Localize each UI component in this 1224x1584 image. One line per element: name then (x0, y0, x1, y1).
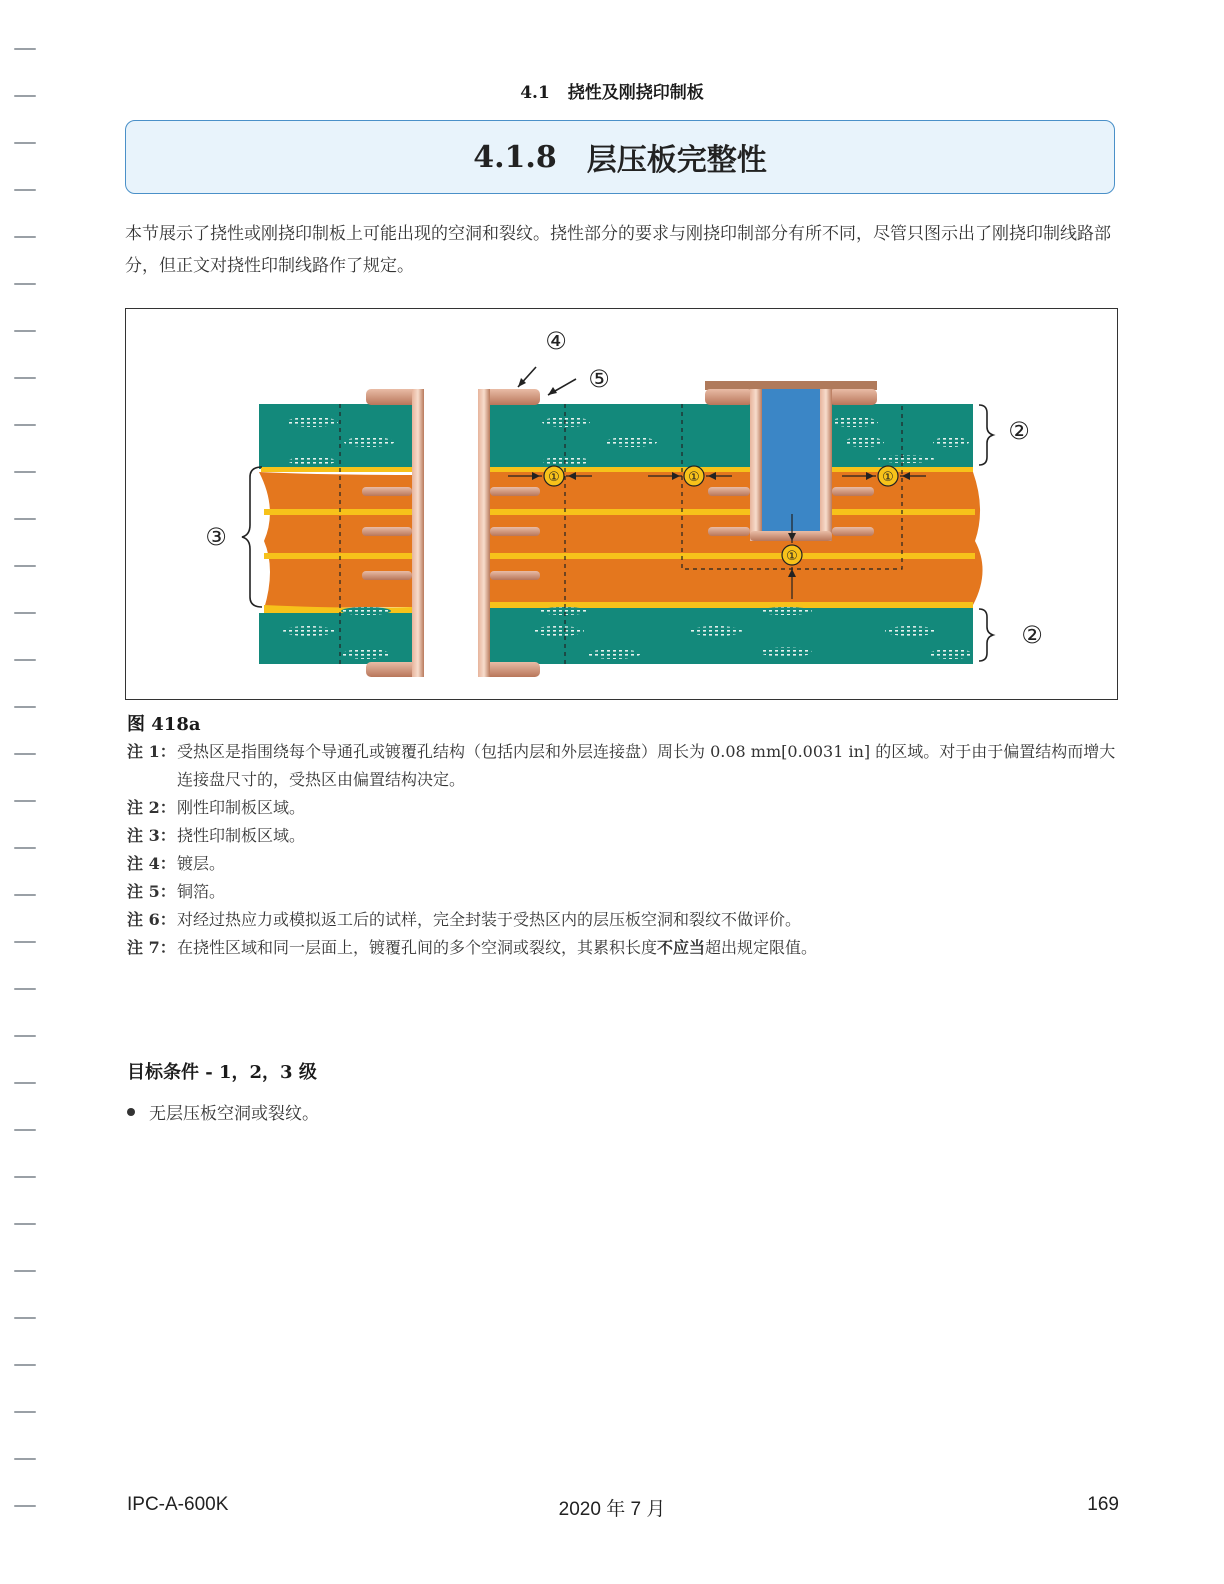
binding-mark (14, 424, 36, 426)
callout-3: ③ (205, 523, 227, 551)
footer-page-number: 169 (1087, 1494, 1119, 1515)
binding-mark (14, 283, 36, 285)
binding-mark (14, 48, 36, 50)
binding-mark (14, 800, 36, 802)
binding-mark (14, 1223, 36, 1225)
right-rigid-bottom (490, 608, 973, 664)
binding-mark (14, 330, 36, 332)
footer-date: 2020 年 7 月 (558, 1499, 666, 1520)
heading-number: 4.1.8 (473, 139, 557, 175)
intro-paragraph: 本节展示了挠性或刚挠印制板上可能出现的空洞和裂纹。挠性部分的要求与刚挠印制部分有所不同，尽管只图示出了刚挠印制线路部分，但正文对挠性印制线路作了规定。 (125, 224, 1111, 276)
binding-mark (14, 1270, 36, 1272)
callout-1: ① (786, 549, 798, 564)
target-condition-heading: 目标条件 - 1，2，3 级 (127, 1062, 317, 1083)
note-4: 注 4： 镀层。 (127, 854, 226, 873)
binding-mark (14, 1035, 36, 1037)
section-title: 挠性及刚挠印制板 (567, 83, 704, 103)
binding-mark (14, 1411, 36, 1413)
binding-mark (14, 988, 36, 990)
callout-1: ① (688, 470, 700, 485)
binding-mark (14, 1129, 36, 1131)
binding-mark (14, 518, 36, 520)
binding-mark (14, 1176, 36, 1178)
note-7: 注 7： 在挠性区域和同一层面上，镀覆孔间的多个空洞或裂纹，其累积长度不应当超出规定限值。 (127, 938, 818, 957)
callout-1: ① (882, 470, 894, 485)
callout-1: ① (548, 470, 560, 485)
binding-mark (14, 1082, 36, 1084)
figure-418a (125, 308, 1118, 700)
callout-5: ⑤ (588, 365, 610, 393)
callout-2-bottom: ② (1021, 621, 1043, 649)
callout-4: ④ (545, 327, 567, 355)
binding-mark (14, 1317, 36, 1319)
binding-mark (14, 659, 36, 661)
note-1: 注 1： 受热区是指围绕每个导通孔或镀覆孔结构（包括内层和外层连接盘）周长为 0.08 mm[0.0031 in] 的区域。对于由于偏置结构而增大连接盘尺寸的，受热区由偏置结构决定。 (127, 742, 1116, 789)
footer-doc-id: IPC-A-600K (127, 1494, 229, 1515)
binding-mark (14, 753, 36, 755)
section-number: 4.1 (520, 83, 550, 103)
binding-mark (14, 236, 36, 238)
heading-box (125, 120, 1115, 194)
binding-mark (14, 1458, 36, 1460)
section-header (0, 78, 1224, 103)
left-rigid-bottom (259, 613, 412, 664)
binding-mark (14, 612, 36, 614)
binding-mark (14, 706, 36, 708)
binding-edge (10, 40, 38, 1540)
binding-mark (14, 1364, 36, 1366)
note-2: 注 2： 刚性印制板区域。 (127, 798, 306, 817)
rigid-flex-cross-section (126, 309, 1116, 698)
binding-mark (14, 189, 36, 191)
note-5: 注 5： 铜箔。 (127, 882, 226, 901)
note-3: 注 3： 挠性印制板区域。 (127, 826, 306, 845)
bullet-dot (127, 1108, 135, 1116)
binding-mark (14, 847, 36, 849)
target-bullet (127, 1099, 319, 1124)
binding-mark (14, 565, 36, 567)
binding-mark (14, 894, 36, 896)
note-6: 注 6： 对经过热应力或模拟返工后的试样，完全封装于受热区内的层压板空洞和裂纹不做评价。 (127, 910, 802, 929)
target-bullet-text: 无层压板空洞或裂纹。 (149, 1104, 319, 1124)
notes-list (127, 738, 1120, 962)
binding-mark (14, 471, 36, 473)
binding-mark (14, 941, 36, 943)
heading-title: 层压板完整性 (586, 143, 767, 178)
figure-caption: 图 418a (127, 714, 201, 735)
callout-2-top: ② (1008, 417, 1030, 445)
binding-mark (14, 142, 36, 144)
binding-mark (14, 377, 36, 379)
